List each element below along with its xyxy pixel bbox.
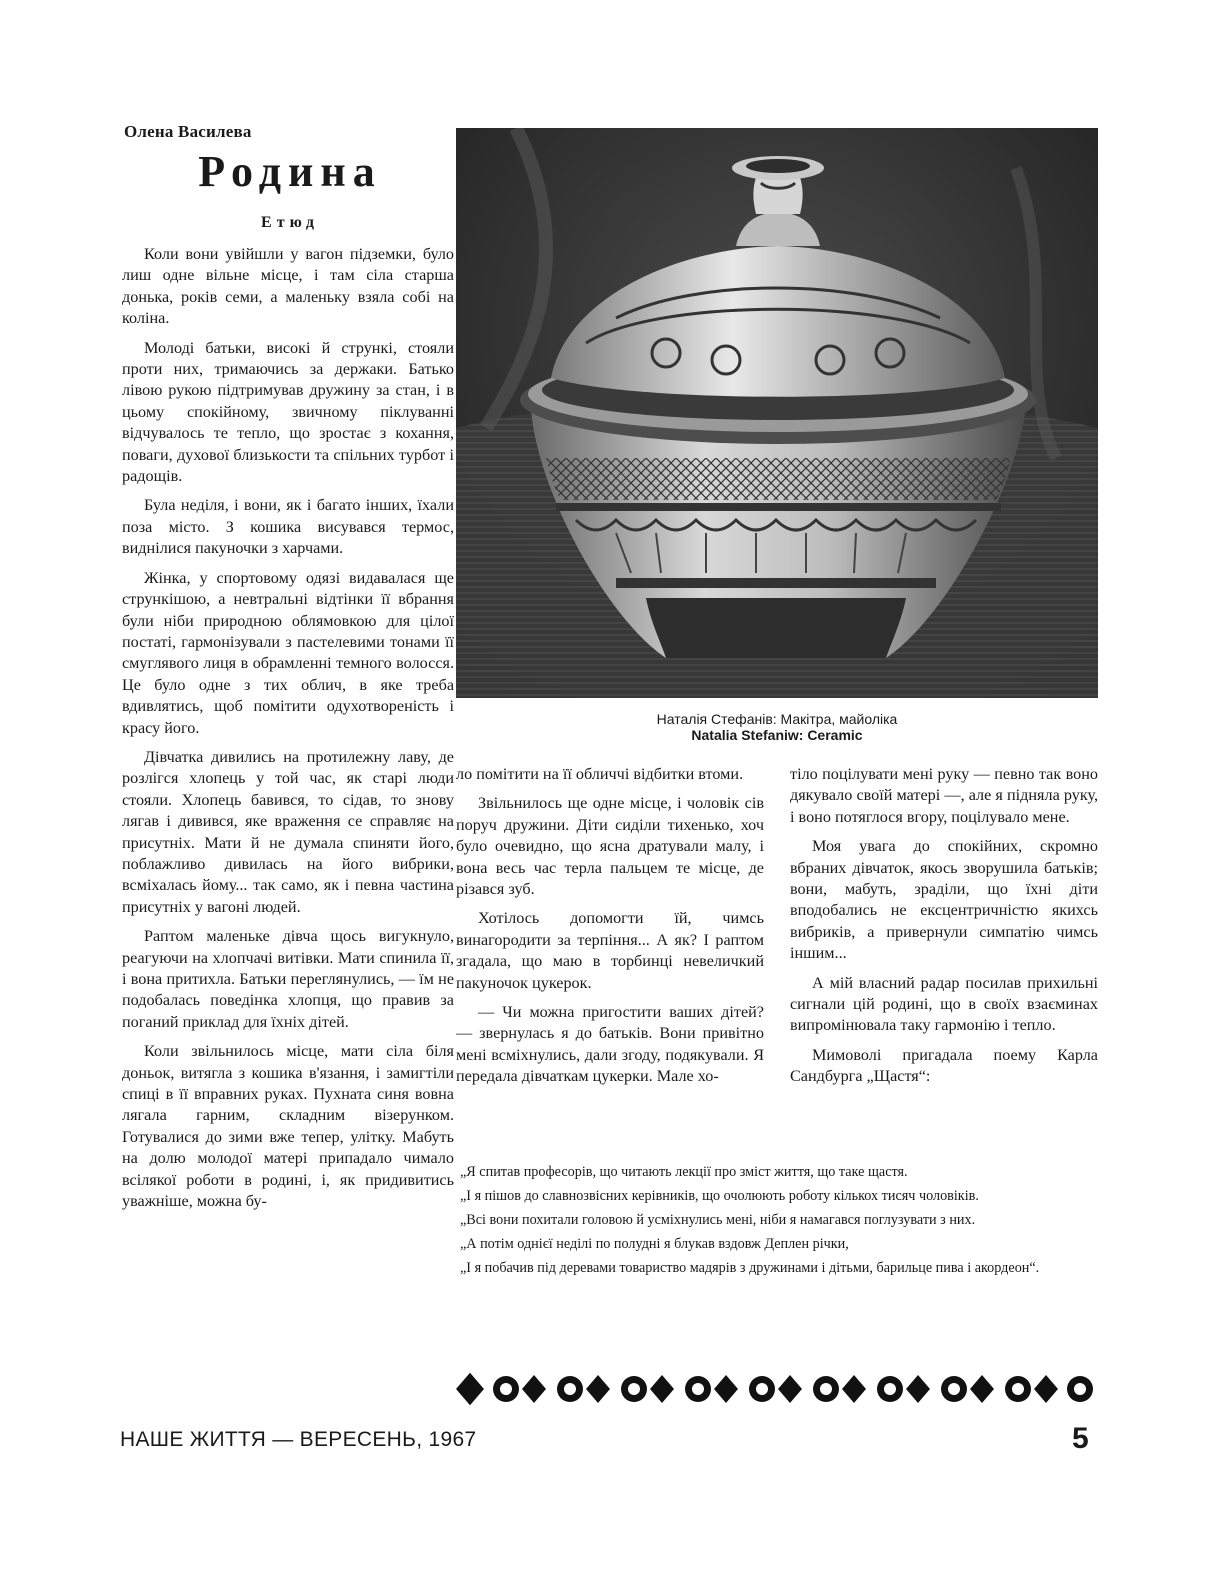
poem-line: „А потім однієї неділі по полудні я блукав вздовж Деплен річки, xyxy=(460,1236,849,1252)
text-column-3 xyxy=(790,764,1098,1154)
paragraph: Мимоволі пригадала поему Карла Сандбурга „Щастя“: xyxy=(790,1045,1098,1086)
poem-line: „І я пішов до славнозвісних керівників, що очолюють роботу кількох тисяч чоловіків. xyxy=(460,1188,979,1204)
caption-ukrainian: Наталія Стефанів: Макітра, майоліка xyxy=(656,711,898,727)
paragraph: Дівчатка дивились на протилежну лаву, де розлігся хлопець у той час, як старі люди стояли. Хлопець бавився, то сідав, то знову лягав і дивився, яке враження се справляє на присутніх. Мати й не думала спиняти його, поблажливо дивилась на його вибрики, всміхалась йому... так само, як і певна частина присутніх у вагоні людей. xyxy=(122,747,454,916)
paragraph: Жінка, у спортовому одязі видавалася ще стрункішою, а невтральні відтінки її вбрання були ніби природною облямовкою для цілої постаті, гармонізували з пастелевими тонами її смуглявого лиця в обрамленні темного волосся. Це було одне з тих облич, в яке треба вдивлятись, щоб помітити одухотвореність і красу його. xyxy=(122,568,454,737)
paragraph: Моя увага до спокійних, скромно вбраних дівчаток, якось зворушила батьків; вони, мабуть, зраділи, що їхні діти вподобались не ексцентричністю якихсь вибриків, а привернули симпатію чимсь іншим... xyxy=(790,837,1098,963)
text-column-2 xyxy=(456,764,764,1154)
paragraph: А мій власний радар посилав прихильні сигнали цій родині, що в своїх взаєминах випромінювала таку гармонію і тепло. xyxy=(790,973,1098,1035)
decorative-ornament-border xyxy=(456,1367,1096,1411)
poem-line: „Я спитав професорів, що читають лекції про зміст життя, що таке щастя. xyxy=(460,1164,908,1180)
paragraph: — Чи можна пригостити ваших дітей? — звернулась я до батьків. Вони привітно мені всміхнулись, дали згоду, подякували. Я передала дівчаткам цукерки. Мале хо- xyxy=(456,1003,764,1086)
paragraph: Звільнилось ще одне місце, і чоловік сів поруч дружини. Діти сиділи тихенько, хоч було очевидно, що ясна дратували малу, і вона весь час терла пальцем те місце, де різався зуб. xyxy=(456,794,764,899)
magazine-footer: НАШЕ ЖИТТЯ — ВЕРЕСЕНЬ, 1967 xyxy=(120,1428,477,1451)
paragraph: Коли звільнилось місце, мати сіла біля доньок, витягла з кошика в'язання, і замигтіли спиці в її вправних руках. Пухната синя вовна лягала гарним, складним візерунком. Готувалися до зими вже тепер, улітку. Мабуть на долю молодої матері припадало чимало всілякої роботи в родині, і, як придивитись уважніше, можна бу- xyxy=(122,1042,454,1211)
paragraph: Була неділя, і вони, як і багато інших, їхали поза місто. З кошика висувався термос, виднілися пакуночки з харчами. xyxy=(122,496,454,558)
article-author: Олена Василева xyxy=(124,122,252,141)
paragraph: тіло поцілувати мені руку — певно так воно дякувало своїй матері —, але я підняла руку, і воно потяглося вгору, поцілувало мене. xyxy=(790,765,1098,826)
paragraph: Молоді батьки, високі й стрункі, стояли проти них, тримаючись за держаки. Батько лівою рукою підтримував дружину за стан, і в цьому спокійному, звичному піклуванні відчувалось те тепло, що зростає з кохання, поваги, духової близькости та спільних турбот і радощів. xyxy=(122,338,454,486)
text-column-1 xyxy=(122,244,454,1416)
paragraph: ло помітити на її обличчі відбитки втоми. xyxy=(456,765,744,783)
ceramic-pot-photo xyxy=(456,128,1098,698)
photo-caption xyxy=(456,711,1098,743)
paragraph: Раптом маленьке дівча щось вигукнуло, реагуючи на хлопчачі витівки. Мати спинила її, і вона притихла. Батьки переглянулись, — їм не подобалась поведінка хлопця, що правив за поганий приклад для їхніх дітей. xyxy=(122,927,454,1031)
paragraph: Хотілось допомогти їй, чимсь винагородити за терпіння... А як? І раптом згадала, що маю в торбинці невеличкий пакуночок цукерок. xyxy=(456,909,764,992)
poem-quote xyxy=(456,1160,1096,1280)
page-number: 5 xyxy=(1072,1422,1089,1455)
poem-line: „Всі вони похитали головою й усміхнулись мені, ніби я намагався поглузувати з них. xyxy=(460,1212,976,1228)
article-subtitle: Етюд xyxy=(261,214,319,231)
caption-english: Natalia Stefaniw: Ceramic xyxy=(691,727,863,743)
poem-line: „І я побачив під деревами товариство мадярів з дружинами і дітьми, барильце пива і акордеон“. xyxy=(460,1260,1040,1276)
article-title: Родина xyxy=(198,147,382,196)
paragraph: Коли вони увійшли у вагон підземки, було лиш одне вільне місце, і там сіла старша донька, років семи, а маленьку взяла собі на коліна. xyxy=(122,245,454,328)
